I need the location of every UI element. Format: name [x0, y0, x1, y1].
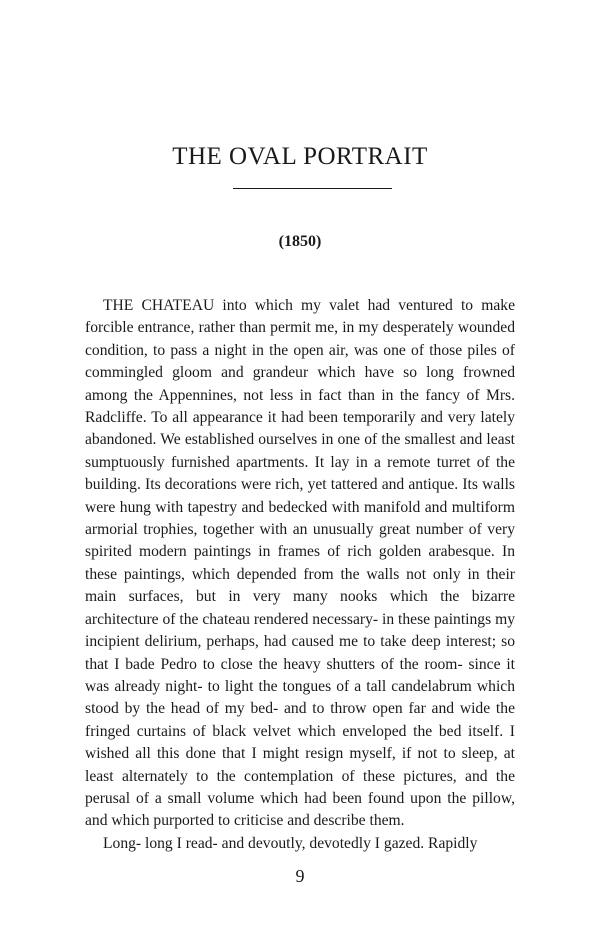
chapter-year: (1850) — [278, 233, 322, 250]
page-number: 9 — [295, 866, 305, 886]
paragraph: THE CHATEAU into which my valet had ventured to make forcible entrance, rather than permit me, in my desperately wounded condition, to pass a night in the open air, was one of those piles of commingled gloom and grandeur which have so long frowned among the Appennines, not less in fact than in the fancy of Mrs. Radcliffe. To all appearance it had been temporarily and very lately abandoned. We established ourselves in one of the smallest and least sumptuously furnished apartments. It lay in a remote turret of the building. Its decorations were rich, yet tattered and antique. Its walls were hung with tapestry and bedecked with manifold and multiform armorial trophies, together with an unusually great number of very spirited modern paintings in frames of rich golden arabesque. In these paintings, which depended from the walls not only in their main surfaces, but in very many nooks which the bizarre architecture of the chateau rendered necessary- in these paintings my incipient delirium, perhaps, had caused me to take deep interest; so that I bade Pedro to close the heavy shutters of the room- since it was already night- to light the tongues of a tall candelabrum which stood by the head of my bed- and to throw open far and wide the fringed curtains of black velvet which enveloped the bed itself. I wished all this done that I might resign myself, if not to sleep, at least alternately to the contemplation of these pictures, and the perusal of a small volume which had been found upon the pillow, and which purported to criticise and describe them. — [85, 297, 515, 830]
title-divider — [233, 188, 392, 189]
chapter-title: THE OVAL PORTRAIT — [172, 143, 428, 170]
paragraph: Long- long I read- and devoutly, devotedly I gazed. Rapidly — [103, 834, 478, 852]
body-text — [85, 295, 515, 855]
